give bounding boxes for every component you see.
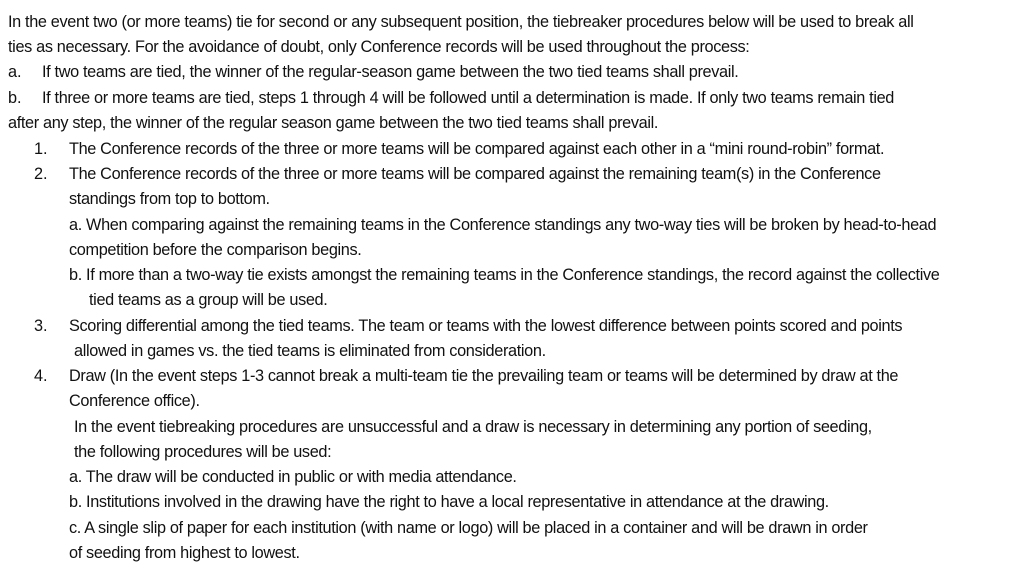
- step-1-line-1: The Conference records of the three or more teams will be compared against each other in a “mini round-robin” format.: [69, 140, 885, 158]
- intro-line-2: ties as necessary. For the avoidance of doubt, only Conference records will be used throughout the process:: [8, 38, 750, 56]
- intro-line-1: In the event two (or more teams) tie for second or any subsequent position, the tiebreaker procedures below will be used to break all: [8, 13, 914, 31]
- step-2-sub-a-line-1: a. When comparing against the remaining teams in the Conference standings any two-way ties will be broken by head-to-head: [69, 216, 937, 234]
- step-3-line-1: Scoring differential among the tied teams. The team or teams with the lowest difference between points scored and points: [69, 317, 903, 335]
- item-a-marker: a.: [8, 63, 22, 81]
- step-4-line-1: Draw (In the event steps 1-3 cannot break a multi-team tie the prevailing team or teams will be determined by draw at the: [69, 367, 899, 385]
- step-2-line-1: The Conference records of the three or more teams will be compared against the remaining team(s) in the Conference: [69, 165, 881, 183]
- step-3-line-2: allowed in games vs. the tied teams is eliminated from consideration.: [74, 342, 546, 360]
- step-4-line-2: Conference office).: [69, 392, 200, 410]
- step-2-line-2: standings from top to bottom.: [69, 190, 270, 208]
- item-b-line-2: after any step, the winner of the regular season game between the two tied teams shall prevail.: [8, 114, 659, 132]
- item-a-text: If two teams are tied, the winner of the regular-season game between the two tied teams shall prevail.: [42, 63, 739, 81]
- draw-item-b: b. Institutions involved in the drawing have the right to have a local representative in attendance at the drawing.: [69, 493, 829, 511]
- item-b-line-1: If three or more teams are tied, steps 1 through 4 will be followed until a determination is made. If only two teams remain tied: [42, 89, 895, 107]
- step-1-marker: 1.: [34, 140, 48, 158]
- draw-item-a: a. The draw will be conducted in public or with media attendance.: [69, 468, 517, 486]
- step-3-marker: 3.: [34, 317, 48, 335]
- draw-item-c-line-2: of seeding from highest to lowest.: [69, 544, 300, 562]
- step-4-marker: 4.: [34, 367, 48, 385]
- draw-item-c-line-1: c. A single slip of paper for each institution (with name or logo) will be placed in a container and will be drawn in order: [69, 519, 868, 537]
- step-2-sub-b-line-1: b. If more than a two-way tie exists amongst the remaining teams in the Conference standings, the record against the collective: [69, 266, 940, 284]
- draw-intro-line-2: the following procedures will be used:: [74, 443, 332, 461]
- draw-intro-line-1: In the event tiebreaking procedures are unsuccessful and a draw is necessary in determining any portion of seeding,: [74, 418, 872, 436]
- step-2-marker: 2.: [34, 165, 48, 183]
- step-2-sub-a-line-2: competition before the comparison begins.: [69, 241, 362, 259]
- item-b-marker: b.: [8, 89, 22, 107]
- step-2-sub-b-line-2: tied teams as a group will be used.: [89, 291, 328, 309]
